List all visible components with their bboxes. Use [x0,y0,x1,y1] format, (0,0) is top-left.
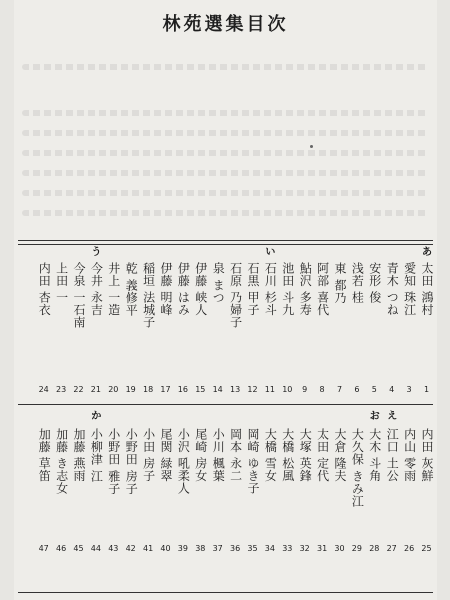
entry-given-name: まつ [211,278,226,304]
kana-group-header: い [265,247,276,258]
entry-surname: 小野田 [106,428,121,466]
entry-page-number: 31 [317,544,328,553]
kana-group-header: あ [422,247,432,258]
entry-given-name: 房女 [193,457,208,482]
entry-given-name: 甲子 [246,291,260,316]
toc-entry [209,428,226,482]
entry-surname: 太田 [315,428,330,453]
entry-page-number: 46 [56,544,67,553]
kana-group-header: う [91,247,102,258]
toc-entry [87,262,104,316]
toc-entry [383,428,400,482]
toc-entry [366,262,383,304]
entry-surname: 阿部 [315,262,330,287]
entry-surname: 伊藤 [159,262,173,287]
toc-entry [331,428,348,482]
entry-page-number: 27 [386,544,397,553]
entry-page-number: 29 [351,544,362,553]
entry-surname: 江口 [385,428,400,453]
entry-page-number: 42 [125,544,136,553]
entry-page-number: 38 [195,544,206,553]
toc-entry [244,262,261,316]
entry-given-name: 杉斗 [263,291,278,316]
entry-page-number: 4 [389,385,395,394]
entry-given-name: 永二 [228,457,243,482]
entry-page-number: 47 [38,544,49,553]
entry-surname: 岡本 [228,428,243,453]
toc-entry [192,428,209,482]
entry-given-name: 房子 [141,457,156,482]
entry-page-number: 36 [230,544,241,553]
entry-page-number: 30 [334,544,345,553]
entry-surname: 加藤 [37,428,52,453]
entry-given-name: 杏衣 [37,291,52,316]
entry-given-name: 一石南 [72,291,86,329]
entry-given-name: 多寿 [298,291,313,316]
entry-surname: 石川 [263,262,278,287]
entry-page-number: 3 [406,385,412,394]
entry-surname: 伊藤 [176,262,191,287]
entry-given-name: 房子 [124,469,139,495]
toc-entry [314,262,331,316]
toc-entry [53,428,70,495]
entry-page-number: 20 [108,385,119,394]
entry-page-number: 18 [143,385,154,394]
toc-entry [174,428,191,495]
entry-page-number: 7 [336,385,343,394]
toc-entry [140,428,157,482]
entry-page-number: 25 [421,544,432,553]
entry-surname: 大塚 [298,428,313,453]
entry-page-number: 41 [143,544,154,553]
toc-entry [227,262,244,329]
upper-section-top-rule-inner [18,244,433,245]
entry-page-number: 45 [73,544,84,553]
show-through-text [22,50,429,236]
entry-given-name: はみ [176,291,191,316]
toc-entry [418,262,435,316]
entry-surname: 大木 [367,428,382,453]
kana-group-header: お [369,411,380,422]
entry-given-name: 桂 [350,291,365,304]
toc-entry [140,262,157,329]
entry-surname: 石黒 [246,262,260,287]
entry-given-name: 俊 [367,291,382,304]
entry-surname: 尾崎 [193,428,208,453]
entry-given-name: 永吉 [89,291,104,316]
toc-entry [35,428,52,482]
entry-surname: 池田 [280,262,295,287]
entry-surname: 今井 [89,262,104,287]
entry-page-number: 13 [230,385,241,394]
toc-entry [70,262,87,329]
entry-surname: 小川 [211,428,226,453]
entry-surname: 井上 [106,262,121,287]
entry-given-name: 斗角 [367,457,382,482]
toc-entry [401,262,418,316]
entry-page-number: 15 [195,385,206,394]
entry-surname: 小柳津 [89,428,104,466]
entry-surname: 加藤 [54,428,69,453]
entry-given-name: 燕雨 [72,457,86,482]
toc-entry [244,428,261,495]
ink-speck [310,145,313,148]
entry-page-number: 43 [108,544,119,553]
entry-given-name: 隆夫 [333,457,347,482]
entry-surname: 内田 [420,428,434,453]
entry-surname: 鮎沢 [298,262,313,287]
entry-given-name: 英鋒 [298,457,313,482]
entry-page-number: 21 [90,385,101,394]
entry-page-number: 34 [264,544,275,553]
entry-surname: 泉 [211,262,226,275]
entry-given-name: 吼柔人 [176,457,191,495]
entry-surname: 内田 [37,262,52,287]
toc-entry [157,262,174,316]
entry-page-number: 5 [371,385,377,394]
entry-given-name: 明峰 [159,291,173,316]
entry-surname: 伊藤 [193,262,208,287]
entry-page-number: 39 [177,544,188,553]
toc-entry [261,262,278,316]
entry-page-number: 33 [282,544,293,553]
toc-entry [261,428,278,482]
kana-group-header: え [387,411,398,422]
toc-page [14,0,437,600]
toc-entry [279,262,296,316]
entry-surname: 愛知 [402,262,417,287]
entry-page-number: 8 [319,385,325,394]
entry-given-name: 草笛 [37,457,52,482]
entry-given-name: 法城子 [141,291,156,329]
toc-entry [105,428,122,495]
entry-given-name: 斗九 [280,291,295,316]
entry-page-number: 23 [56,385,67,394]
entry-page-number: 40 [160,544,171,553]
toc-entry [383,262,400,316]
page-title: 林苑選集目次 [162,14,289,35]
entry-given-name: 鴻村 [420,291,434,316]
entry-surname: 小田 [141,428,156,453]
entry-page-number: 22 [73,385,84,394]
entry-page-number: 10 [282,385,293,394]
entry-page-number: 35 [247,544,258,553]
toc-entry [279,428,296,482]
toc-entry [87,428,104,482]
entry-given-name: つね [385,291,400,316]
toc-entry [418,428,435,482]
entry-surname: 大久保 [350,428,365,466]
toc-entry [192,262,209,316]
entry-page-number: 26 [404,544,415,553]
entry-page-number: 44 [90,544,101,553]
entry-given-name: 松風 [280,457,295,482]
entry-surname: 稲垣 [141,262,156,287]
entry-page-number: 24 [38,385,49,394]
lower-section-bottom-rule [18,592,433,593]
entry-given-name: き志女 [54,457,69,495]
entry-surname: 岡崎 [246,428,260,453]
entry-given-name: 楓葉 [211,457,226,482]
entry-given-name: 土公 [385,457,400,482]
toc-entry [122,428,139,495]
entry-page-number: 1 [423,385,430,394]
entry-given-name: 灰鮮 [420,457,434,482]
entry-page-number: 6 [354,385,360,394]
section-divider [18,404,433,405]
toc-entry [331,262,348,304]
entry-page-number: 9 [302,385,308,394]
entry-given-name: 義修平 [124,278,139,316]
entry-surname: 大橋 [280,428,295,453]
entry-given-name: 一造 [106,291,121,316]
entry-page-number: 28 [369,544,380,553]
entry-surname: 小野田 [124,428,139,466]
entry-surname: 小沢 [176,428,191,453]
toc-entry [227,428,244,482]
entry-given-name: 都乃 [333,278,347,304]
toc-entry [157,428,174,482]
entry-page-number: 14 [212,385,223,394]
entry-given-name: 定代 [315,457,330,482]
toc-entry [53,262,70,304]
entry-given-name: 一 [54,291,69,304]
entry-given-name: 珠江 [402,291,417,316]
toc-entry [209,262,226,304]
entry-given-name: 江 [89,469,104,482]
entry-given-name: 零雨 [402,457,417,482]
entry-given-name: 峡人 [193,291,208,316]
toc-entry [348,262,365,304]
entry-page-number: 12 [247,385,258,394]
entry-surname: 大橋 [263,428,278,453]
kana-group-header: か [91,411,102,422]
entry-page-number: 32 [299,544,310,553]
entry-page-number: 19 [125,385,136,394]
toc-entry [35,262,52,316]
entry-surname: 大倉 [333,428,347,453]
entry-surname: 内山 [402,428,417,453]
entry-given-name: 緑翠 [159,457,173,482]
entry-surname: 安形 [367,262,382,287]
toc-entry [366,428,383,482]
upper-section-top-rule [18,240,433,241]
entry-given-name: 雅子 [106,469,121,495]
entry-page-number: 17 [160,385,171,394]
entry-page-number: 37 [212,544,223,553]
entry-given-name: きみ江 [350,469,365,507]
entry-given-name: ゆき子 [246,457,260,495]
toc-entry [296,262,313,316]
entry-page-number: 11 [264,385,275,394]
toc-entry [174,262,191,316]
toc-entry [105,262,122,316]
entry-surname: 今泉 [72,262,86,287]
entry-surname: 青木 [385,262,400,287]
toc-entry [401,428,418,482]
toc-entry [296,428,313,482]
entry-surname: 加藤 [72,428,86,453]
entry-surname: 乾 [124,262,139,275]
entry-surname: 浅若 [350,262,365,287]
toc-entry [122,262,139,316]
entry-surname: 尾関 [159,428,173,453]
entry-surname: 上田 [54,262,69,287]
entry-surname: 太田 [420,262,434,287]
entry-given-name: 喜代 [315,291,330,316]
entry-given-name: 雪女 [263,457,278,482]
entry-surname: 東 [333,262,347,275]
toc-entry [70,428,87,482]
toc-entry [314,428,331,482]
entry-page-number: 16 [177,385,188,394]
entry-given-name: 乃婦子 [228,291,243,329]
toc-entry [348,428,365,507]
entry-surname: 石原 [228,262,243,287]
